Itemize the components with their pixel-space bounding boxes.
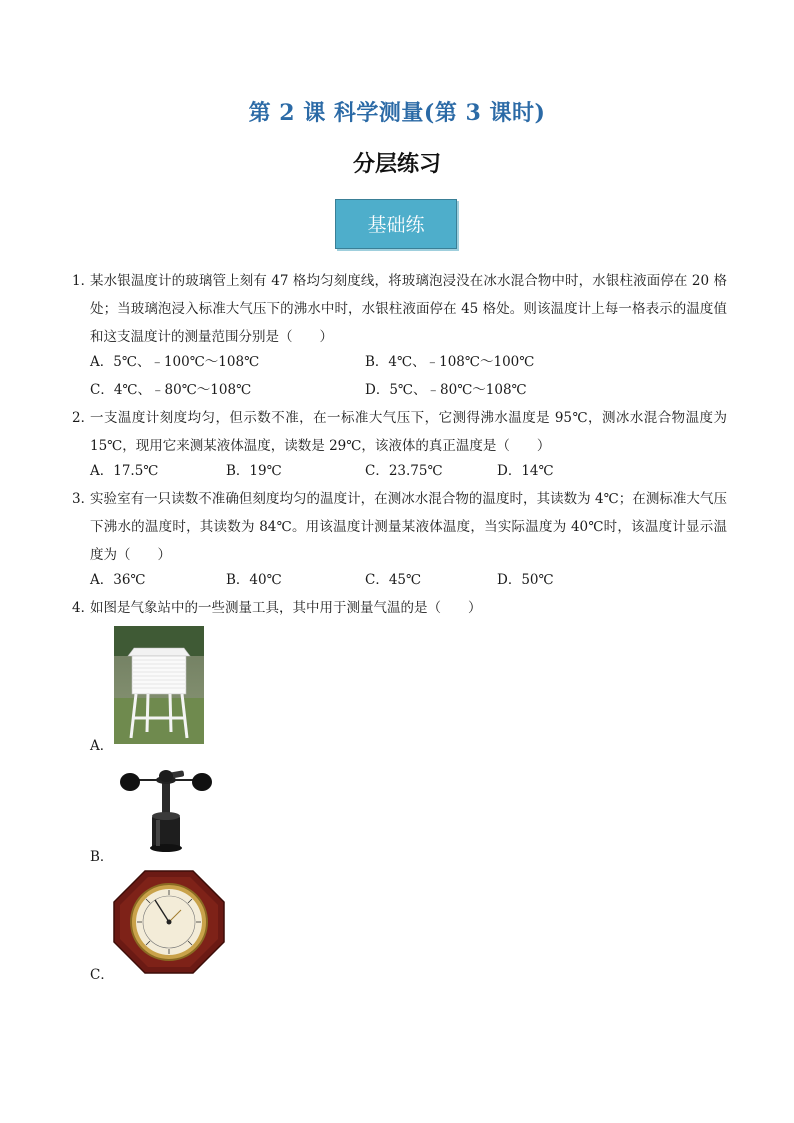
option-d[interactable]: D．14℃ [497,463,554,479]
option-b[interactable]: B．40℃ [226,572,282,588]
lesson-title: 第 2 课 科学测量(第 3 课时) [248,100,546,126]
question-number: 3． [72,491,95,507]
anemometer-image [116,760,216,858]
option-a[interactable]: A．36℃ [90,572,146,588]
option-c[interactable]: C．23.75℃ [365,463,443,479]
option-b[interactable]: B．4℃、﹣108℃～100℃ [365,354,535,370]
question-2 [72,404,727,460]
option-d[interactable]: D．5℃、﹣80℃～108℃ [365,382,527,398]
question-text: 实验室有一只读数不准确但刻度均匀的温度计，在测冰水混合物的温度时，其读数为 4℃；在测标准大气压下沸水的温度时，其读数为 84℃。用该温度计测量某液体温度，当实际温度为 40℃时，该温度计显示温度为（ ） [90,491,727,563]
question-number: 1． [72,273,95,289]
question-text: 某水银温度计的玻璃管上刻有 47 格均匀刻度线，将玻璃泡浸没在冰水混合物中时，水银柱液面停在 20 格处；当玻璃泡浸入标准大气压下的沸水中时，水银柱液面停在 45 格处。则该温度计上每一格表示的温度值和这支温度计的测量范围分别是（ ） [90,273,727,345]
question-text: 一支温度计刻度均匀，但示数不准，在一标准大气压下，它测得沸水温度是 95℃，测冰水混合物温度为 15℃，现用它来测某液体温度，读数是 29℃，该液体的真正温度是（ ） [90,410,727,454]
option-a[interactable]: A．17.5℃ [90,463,159,479]
option-b[interactable]: B．19℃ [226,463,282,479]
option-c[interactable]: C．45℃ [365,572,422,588]
option-c[interactable]: C．4℃、﹣80℃～108℃ [90,382,252,398]
option-b[interactable]: B． [90,849,114,865]
question-number: 2． [72,410,95,426]
question-text: 如图是气象站中的一些测量工具，其中用于测量气温的是（ ） [90,600,482,616]
section-badge: 基础练 [335,199,457,249]
question-number: 4． [72,600,95,616]
question-3 [72,485,727,569]
option-c[interactable]: C． [90,967,114,983]
question-1 [72,267,727,351]
stevenson-screen-image [114,626,204,744]
question-4 [72,594,727,622]
option-d[interactable]: D．50℃ [497,572,554,588]
option-a[interactable]: A． [90,738,114,754]
barometer-image [113,870,225,974]
option-a[interactable]: A．5℃、﹣100℃～108℃ [90,354,260,370]
page-subtitle: 分层练习 [352,151,441,177]
